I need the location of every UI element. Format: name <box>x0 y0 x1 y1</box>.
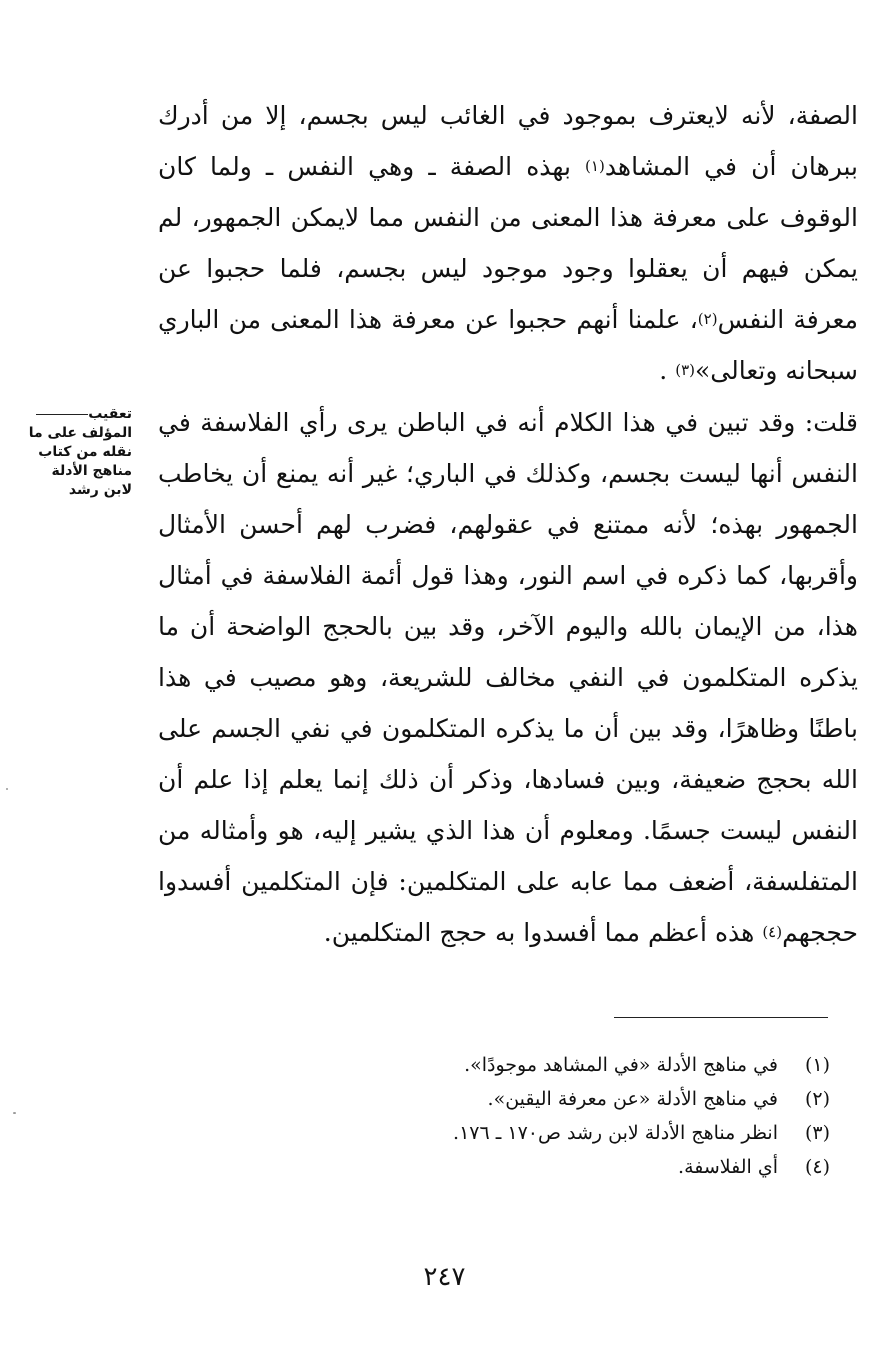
footnote-number: (٤) <box>804 1156 830 1178</box>
footnote-ref-3: (٣) <box>675 361 695 379</box>
footnote-item <box>300 1116 830 1150</box>
footnote-text: في مناهج الأدلة «عن معرفة اليقين». <box>487 1088 778 1110</box>
footnote-number: (٢) <box>804 1088 830 1110</box>
paragraph-1-text-b: بهذه الصفة ـ وهي النفس ـ ولما كان الوقوف على معرفة هذا المعنى من النفس مما لايمكن الجمهور، لم يمكن فيهم أن يعقلوا وجود موجود ليس بجسم، فلما حجبوا عن معرفة النفس <box>158 152 858 334</box>
scan-speck <box>13 1112 16 1114</box>
margin-note <box>22 405 132 500</box>
footnote-item <box>300 1048 830 1082</box>
footnote-ref-1: (١) <box>585 157 605 175</box>
footnote-ref-2: (٢) <box>697 310 718 328</box>
margin-note-text: المؤلف على ما نقله من كتاب مناهج الأدلة لابن رشد <box>28 425 132 498</box>
footnote-text: انظر مناهج الأدلة لابن رشد ص١٧٠ ـ ١٧٦. <box>453 1122 778 1144</box>
footnote-item <box>300 1150 830 1184</box>
paragraph-2 <box>158 397 858 958</box>
footnotes-list <box>300 1048 830 1184</box>
paragraph-1-text-d: . <box>659 356 676 385</box>
paragraph-1 <box>158 90 858 396</box>
margin-note-heading: تعقيب <box>88 406 132 422</box>
footnote-item <box>300 1082 830 1116</box>
paragraph-2-text-b: هذه أعظم مما أفسدوا به حجج المتكلمين. <box>323 918 763 947</box>
scan-speck <box>6 788 8 790</box>
footnote-number: (٣) <box>804 1122 830 1144</box>
margin-note-rule <box>36 414 88 415</box>
footnote-separator <box>614 1017 828 1018</box>
page-number: ٢٤٧ <box>423 1262 466 1292</box>
footnote-text: أي الفلاسفة. <box>678 1156 778 1178</box>
footnote-text: في مناهج الأدلة «في المشاهد موجودًا». <box>464 1054 778 1076</box>
footnote-ref-4: (٤) <box>762 923 783 941</box>
paragraph-1-text-a: الصفة، لأنه لايعترف بموجود في الغائب ليس بجسم، إلا من أدرك ببرهان أن في المشاهد <box>158 101 858 181</box>
footnote-number: (١) <box>804 1054 830 1076</box>
paragraph-2-text-a: قلت: وقد تبين في هذا الكلام أنه في الباطن يرى رأي الفلاسفة في النفس أنها ليست بجسم، وكذلك في الباري؛ غير أنه يمنع أن يخاطب الجمهور بهذه؛ لأنه ممتنع في عقولهم، فضرب لهم أحسن الأمثال وأقربها، كما ذكره في اسم النور، وهذا قول أئمة الفلاسفة في أمثال هذا، من الإيمان بالله واليوم الآخر، وقد بين بالحجج الواضحة أن ما يذكره المتكلمون في النفي مخالف للشريعة، وهو مصيب في هذا باطنًا وظاهرًا، وقد بين أن ما يذكره المتكلمون في نفي الجسم على الله بحجج ضعيفة، وبين فسادها، وذكر أن ذلك إنما يعلم إذا علم أن النفس ليست جسمًا. ومعلوم أن هذا الذي يشير إليه، هو وأمثاله من المتفلسفة، أضعف مما عابه على المتكلمين: فإن المتكلمين أفسدوا حججهم <box>158 408 858 947</box>
paragraph-1-text-c: ، علمنا أنهم حجبوا عن معرفة هذا المعنى من الباري سبحانه وتعالى» <box>158 305 858 385</box>
